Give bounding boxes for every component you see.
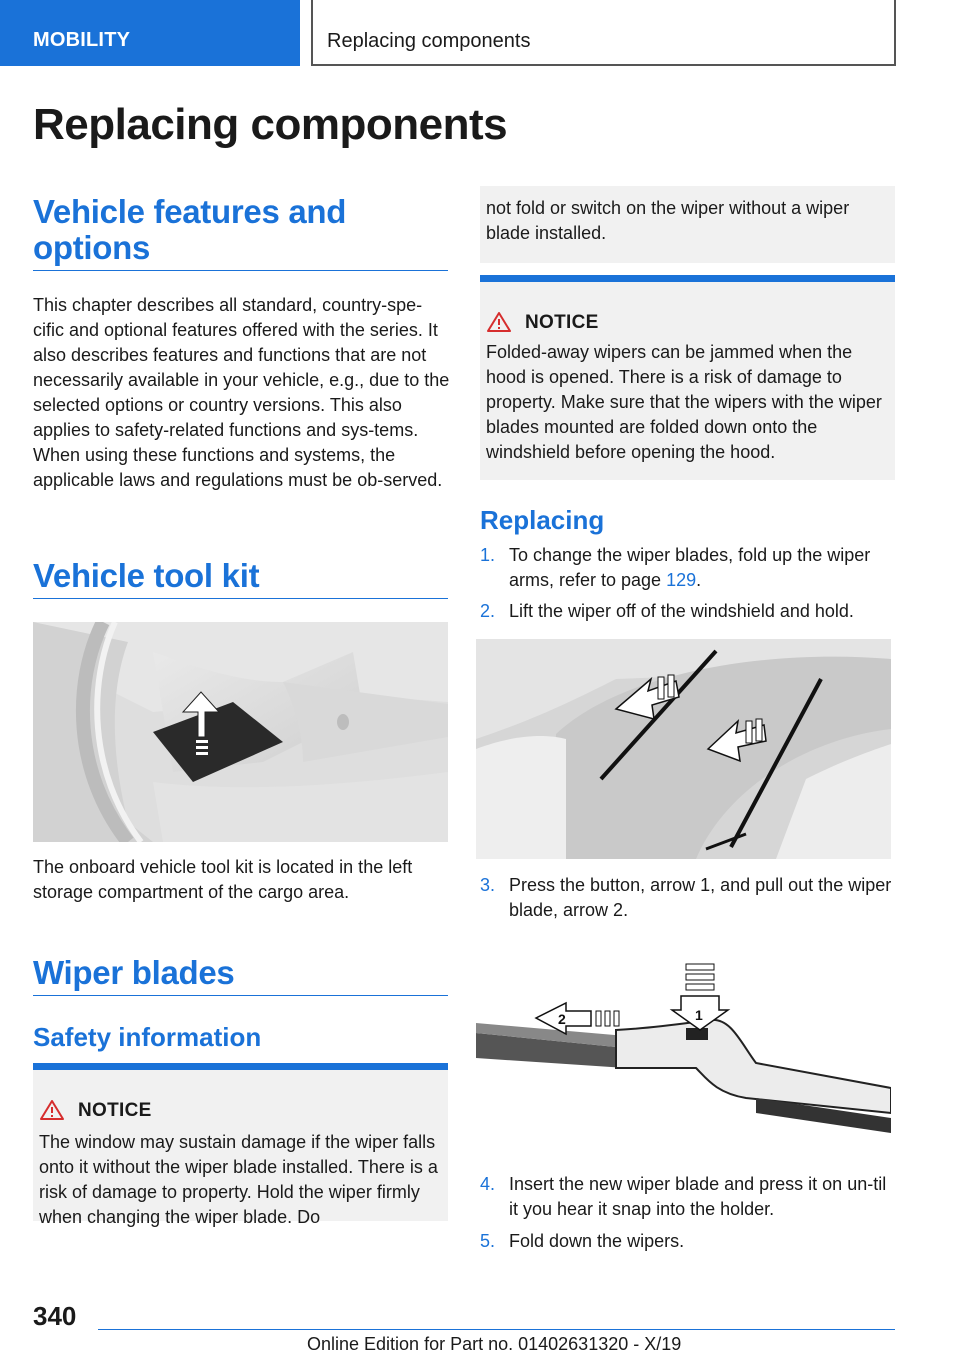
heading-rule	[33, 995, 448, 996]
arrow-label: 2	[558, 1011, 566, 1027]
heading-rule	[33, 270, 448, 271]
page-title: Replacing components	[33, 100, 508, 149]
step-text: Fold down the wipers.	[509, 1231, 685, 1251]
features-heading: Vehicle features and options	[33, 193, 347, 267]
page-number: 340	[33, 1301, 77, 1331]
notice-continued-text: not fold or switch on the wiper without a wiper blade installed.	[486, 198, 850, 243]
step-number: 2.	[480, 601, 496, 621]
step-text: Insert the new wiper blade and press it on un-til it you hear it snap into the holder.	[509, 1174, 887, 1219]
replacing-heading: Replacing	[480, 505, 605, 535]
wiper-blade-figure	[476, 948, 891, 1158]
notice-box	[33, 1063, 448, 1227]
notice-continued	[480, 186, 895, 263]
notice-label: NOTICE	[525, 312, 599, 333]
safety-heading: Safety information	[33, 1022, 262, 1052]
notice-box	[480, 275, 895, 480]
section-tab[interactable]	[0, 0, 300, 66]
toolkit-figure	[33, 622, 448, 842]
warning-icon	[486, 311, 512, 333]
step-text	[509, 543, 897, 593]
step-text: Lift the wiper off of the windshield and hold.	[509, 601, 854, 621]
step-text: Press the button, arrow 1, and pull out the wiper blade, arrow 2.	[509, 875, 892, 920]
toolkit-heading: Vehicle tool kit	[33, 557, 260, 594]
wiper-heading: Wiper blades	[33, 954, 235, 991]
warning-icon	[39, 1099, 65, 1121]
features-paragraph: This chapter describes all standard, country-spe-cific and optional features offered with the series. It also describes features and functions that are not necessarily available in your vehicle, e.g., due to the selected options or country versions. This also applies to safety-related functions and sys-tems. When using these functions and systems, the applicable laws and regulations must be ob-served.	[33, 295, 450, 490]
toolkit-caption: The onboard vehicle tool kit is located in the left storage compartment of the cargo area.	[33, 857, 413, 902]
step-number: 4.	[480, 1174, 496, 1194]
notice-text: The window may sustain damage if the wiper falls onto it without the wiper blade installed. There is a risk of damage to property. Hold the wiper firmly when changing the wiper blade. Do	[39, 1132, 438, 1227]
footer-rule	[98, 1329, 895, 1330]
arrow-label: 1	[695, 1007, 703, 1023]
section-label: MOBILITY	[33, 29, 131, 51]
chapter-label: Replacing components	[327, 30, 531, 52]
notice-label: NOTICE	[78, 1100, 152, 1121]
page-link[interactable]: 129	[666, 570, 697, 590]
step-number: 3.	[480, 875, 496, 895]
step-text-part: .	[696, 570, 702, 590]
notice-text: Folded-away wipers can be jammed when the hood is opened. There is a risk of damage to property. Make sure that the wipers with the wiper blades mounted are folded down onto the windshield before opening the hood.	[486, 342, 882, 462]
step-number: 5.	[480, 1231, 496, 1251]
step-number: 1.	[480, 545, 496, 565]
windshield-figure	[476, 639, 891, 859]
edition-note: Online Edition for Part no. 01402631320 - X/19	[307, 1334, 682, 1354]
step-text-part: To change the wiper blades, fold up the wiper arms, refer to page	[509, 545, 871, 590]
heading-rule	[33, 598, 448, 599]
chapter-tab[interactable]	[311, 0, 896, 66]
